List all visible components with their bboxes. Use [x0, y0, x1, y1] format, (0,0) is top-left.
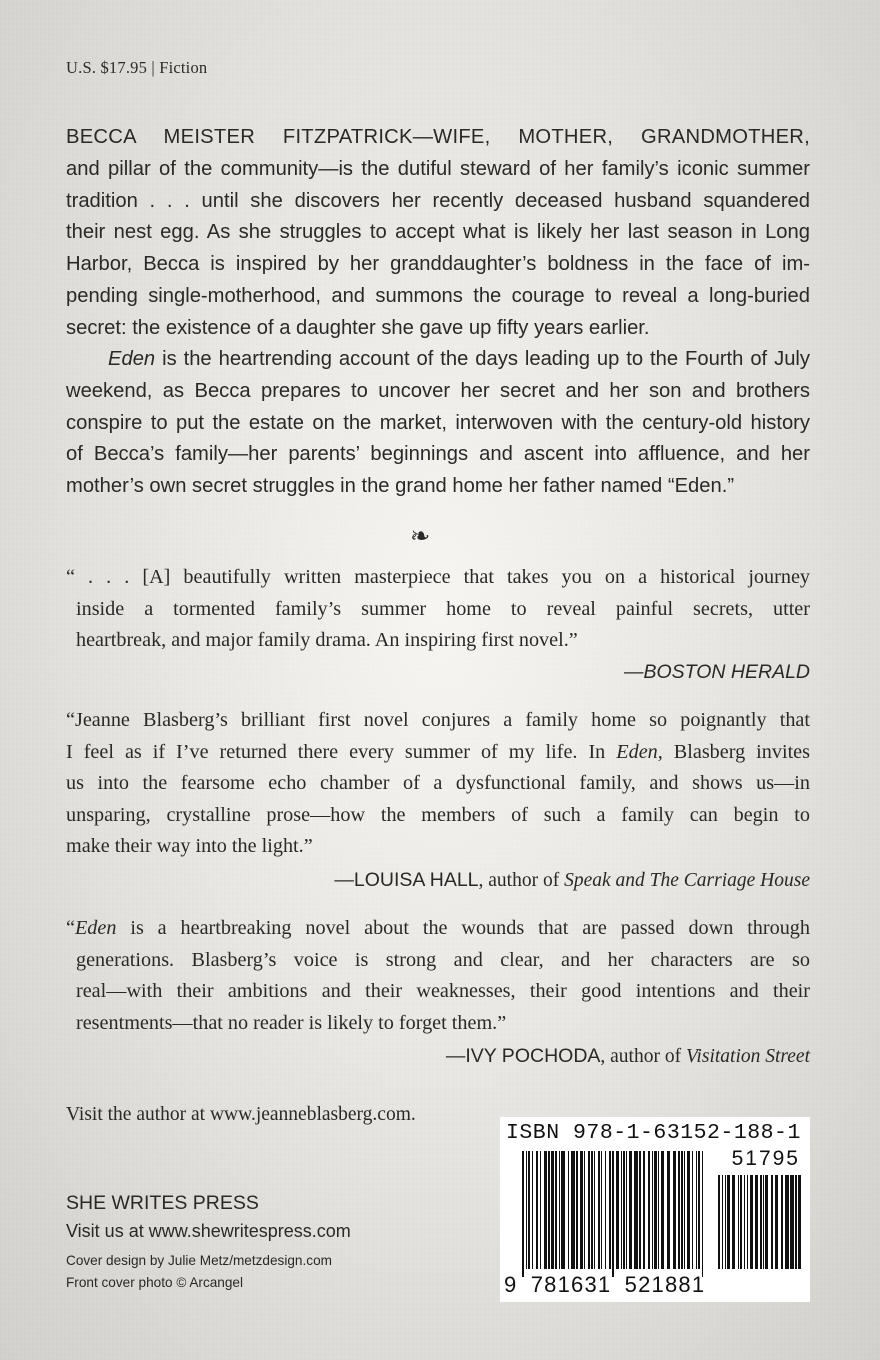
- blurb-line: of Becca’s family—her parents’ beginnings and ascent into affluence, and her: [66, 443, 810, 466]
- author-website-line: Visit the author at www.jeanneblasberg.com.: [66, 1104, 416, 1125]
- barcode-addon-bar: [755, 1175, 758, 1269]
- barcode-bar: [687, 1151, 690, 1269]
- barcode-bar: [594, 1151, 595, 1269]
- barcode-bar: [598, 1151, 600, 1269]
- quote-line: generations. Blasberg’s voice is strong and clear, and her characters are so: [76, 948, 810, 971]
- quote-text: I feel as if I’ve returned there every summer of my life. In: [66, 740, 617, 763]
- barcode-addon-bar: [747, 1175, 748, 1269]
- barcode-addon-bar: [775, 1175, 778, 1269]
- quote-line: [66, 913, 810, 945]
- blurb-line: Harbor, Becca is inspired by her granddaughter’s boldness in the face of im-: [66, 253, 810, 276]
- blurb-line: pending single-motherhood, and summons the courage to reveal a long-buried: [66, 284, 810, 307]
- quote-line: real—with their ambitions and their weaknesses, their good intentions and their: [76, 980, 810, 1002]
- quote-text: “: [66, 917, 75, 939]
- barcode-bar: [580, 1151, 583, 1269]
- barcode-bar: [544, 1151, 547, 1269]
- isbn-barcode: [500, 1117, 810, 1302]
- barcode-bar: [526, 1151, 527, 1269]
- ean-digits: 9 781631 521881: [504, 1272, 706, 1297]
- barcode-bar: [548, 1151, 550, 1269]
- quote-line: unsparing, crystalline prose—how the members of such a family can begin to: [66, 803, 810, 826]
- blurb-line: and pillar of the community—is the dutiful steward of her family’s iconic summer: [66, 157, 810, 180]
- cover-design-credit: Cover design by Julie Metz/metzdesign.com: [66, 1253, 332, 1268]
- barcode-bar: [692, 1151, 693, 1269]
- barcode-bar: [612, 1151, 614, 1277]
- blurb-line: secret: the existence of a daughter she gave up fifty years earlier.: [66, 316, 650, 339]
- blurb-text: is the heartrending account of the days leading up to the Fourth of July: [155, 348, 810, 370]
- barcode-bar: [626, 1151, 627, 1269]
- quote-attribution: —BOSTON HERALD: [623, 660, 810, 683]
- attribution-work: Speak and The Carriage House: [564, 869, 810, 891]
- barcode-addon-bar: [798, 1175, 801, 1269]
- barcode-addon-bar: [744, 1175, 745, 1269]
- review-quote-ivy-pochoda: [66, 913, 810, 1073]
- quote-line: “Jeanne Blasberg’s brilliant first novel conjures a family home so poignantly that: [66, 709, 810, 731]
- blurb-line: weekend, as Becca prepares to uncover her secret and her son and brothers: [66, 379, 810, 402]
- barcode-bar: [528, 1151, 530, 1269]
- barcode-bar: [652, 1151, 653, 1269]
- barcode-addon-bar: [760, 1175, 762, 1269]
- barcode-bar: [673, 1151, 676, 1269]
- barcode-bar: [634, 1151, 638, 1269]
- barcode-bar: [601, 1151, 602, 1269]
- attribution-text: , author of: [600, 1046, 686, 1067]
- quote-line: heartbreak, and major family drama. An inspiring first novel.”: [76, 629, 578, 651]
- barcode-bar: [540, 1151, 541, 1269]
- quote-text: is a heartbreaking novel about the wounds that are passed down through: [116, 917, 810, 939]
- fleuron-ornament-icon: ❧: [410, 522, 431, 550]
- barcode-bar: [684, 1151, 685, 1269]
- barcode-bar: [639, 1151, 641, 1269]
- barcode-addon-bar: [718, 1175, 720, 1269]
- review-quote-louisa-hall: [66, 705, 810, 896]
- barcode-addon-bar: [763, 1175, 764, 1269]
- book-title: Eden,: [616, 740, 663, 763]
- barcode-bar: [698, 1151, 700, 1269]
- barcode-bar: [678, 1151, 680, 1269]
- blurb-line: conspire to put the estate on the market, interwoven with the century-old history: [66, 411, 810, 434]
- publisher-website-line: Visit us at www.shewritespress.com: [66, 1221, 351, 1241]
- barcode-bar: [621, 1151, 622, 1269]
- barcode-addon-bar: [738, 1175, 739, 1269]
- attribution-name: —IVY POCHODA: [445, 1045, 601, 1067]
- barcode-addon-bar: [722, 1175, 723, 1269]
- quote-text: Blasberg invites: [662, 740, 810, 763]
- barcode-bar: [522, 1151, 524, 1277]
- barcode-addon-bar: [732, 1175, 735, 1269]
- barcode-addon-bar: [725, 1175, 726, 1269]
- barcode-bar: [559, 1151, 560, 1269]
- book-title: Eden: [108, 348, 156, 370]
- barcode-bar: [584, 1151, 585, 1269]
- barcode-bar: [576, 1151, 578, 1269]
- barcode-bar: [568, 1151, 569, 1269]
- barcode-addon-bar: [765, 1175, 768, 1269]
- quote-line: “ . . . [A] beautifully written masterpiece that takes you on a historical journey: [66, 566, 810, 588]
- barcode-addon-bar: [785, 1175, 789, 1269]
- barcode-bar: [667, 1151, 670, 1269]
- quote-attribution: [66, 865, 810, 897]
- barcode-bar: [591, 1151, 593, 1269]
- review-quote-boston-herald: [66, 562, 810, 688]
- quote-line: make their way into the light.”: [66, 835, 313, 857]
- barcode-bar: [532, 1151, 533, 1269]
- barcode-bar: [561, 1151, 565, 1269]
- quote-line: us into the fearsome echo chamber of a dysfunctional family, and shows us—in: [66, 772, 810, 794]
- publisher-name: SHE WRITES PRESS: [66, 1192, 259, 1214]
- quote-line: [66, 737, 810, 769]
- blurb-line: their nest egg. As she struggles to accept what is likely her last season in Long: [66, 221, 810, 244]
- blurb-paragraph-2: [66, 344, 810, 503]
- blurb-line: [66, 344, 810, 376]
- barcode-bar: [681, 1151, 683, 1269]
- barcode-addon-bar: [727, 1175, 730, 1269]
- attribution-work: Visitation Street: [685, 1046, 810, 1067]
- barcode-addon-bar: [750, 1175, 753, 1269]
- price-code: 51795: [731, 1147, 800, 1170]
- attribution-name: —LOUISA HALL: [334, 868, 479, 891]
- barcode-bar: [702, 1151, 703, 1277]
- barcode-addon-bar: [740, 1175, 742, 1269]
- blurb-line: tradition . . . until she discovers her recently deceased husband squandered: [66, 189, 810, 212]
- cover-photo-credit: Front cover photo © Arcangel: [66, 1275, 244, 1290]
- barcode-bar: [609, 1151, 611, 1269]
- quote-line: resentments—that no reader is likely to forget them.”: [76, 1011, 507, 1034]
- barcode-bar: [571, 1151, 575, 1269]
- quote-attribution: [66, 1041, 810, 1073]
- barcode-bar: [643, 1151, 645, 1269]
- barcode-bar: [588, 1151, 590, 1269]
- barcode-addon-bar: [771, 1175, 773, 1269]
- barcode-bar: [696, 1151, 697, 1269]
- barcode-bar: [658, 1151, 659, 1269]
- price-category: U.S. $17.95 | Fiction: [66, 58, 208, 77]
- barcode-bar: [654, 1151, 657, 1269]
- barcode-bar: [616, 1151, 619, 1269]
- blurb-line: mother’s own secret struggles in the grand home her father named “Eden.”: [66, 475, 735, 498]
- attribution-text: , author of: [478, 869, 565, 891]
- quote-line: inside a tormented family’s summer home to reveal painful secrets, utter: [76, 597, 810, 620]
- book-title: Eden: [74, 917, 117, 939]
- barcode-bar: [555, 1151, 557, 1269]
- barcode-addon-bar: [795, 1175, 797, 1269]
- barcode-bar: [623, 1151, 625, 1269]
- isbn-number: ISBN 978-1-63152-188-1: [506, 1121, 801, 1145]
- barcode-bar: [536, 1151, 538, 1269]
- barcode-bar: [551, 1151, 554, 1269]
- barcode-bar: [648, 1151, 650, 1269]
- barcode-addon-bar: [790, 1175, 794, 1269]
- blurb-paragraph-1: [66, 122, 810, 345]
- barcode-addon-bar: [781, 1175, 783, 1269]
- barcode-bar: [629, 1151, 632, 1269]
- barcode-bar: [605, 1151, 606, 1269]
- blurb-line: BECCA MEISTER FITZPATRICK—WIFE, MOTHER, GRANDMOTHER,: [66, 126, 810, 148]
- barcode-bar: [661, 1151, 664, 1269]
